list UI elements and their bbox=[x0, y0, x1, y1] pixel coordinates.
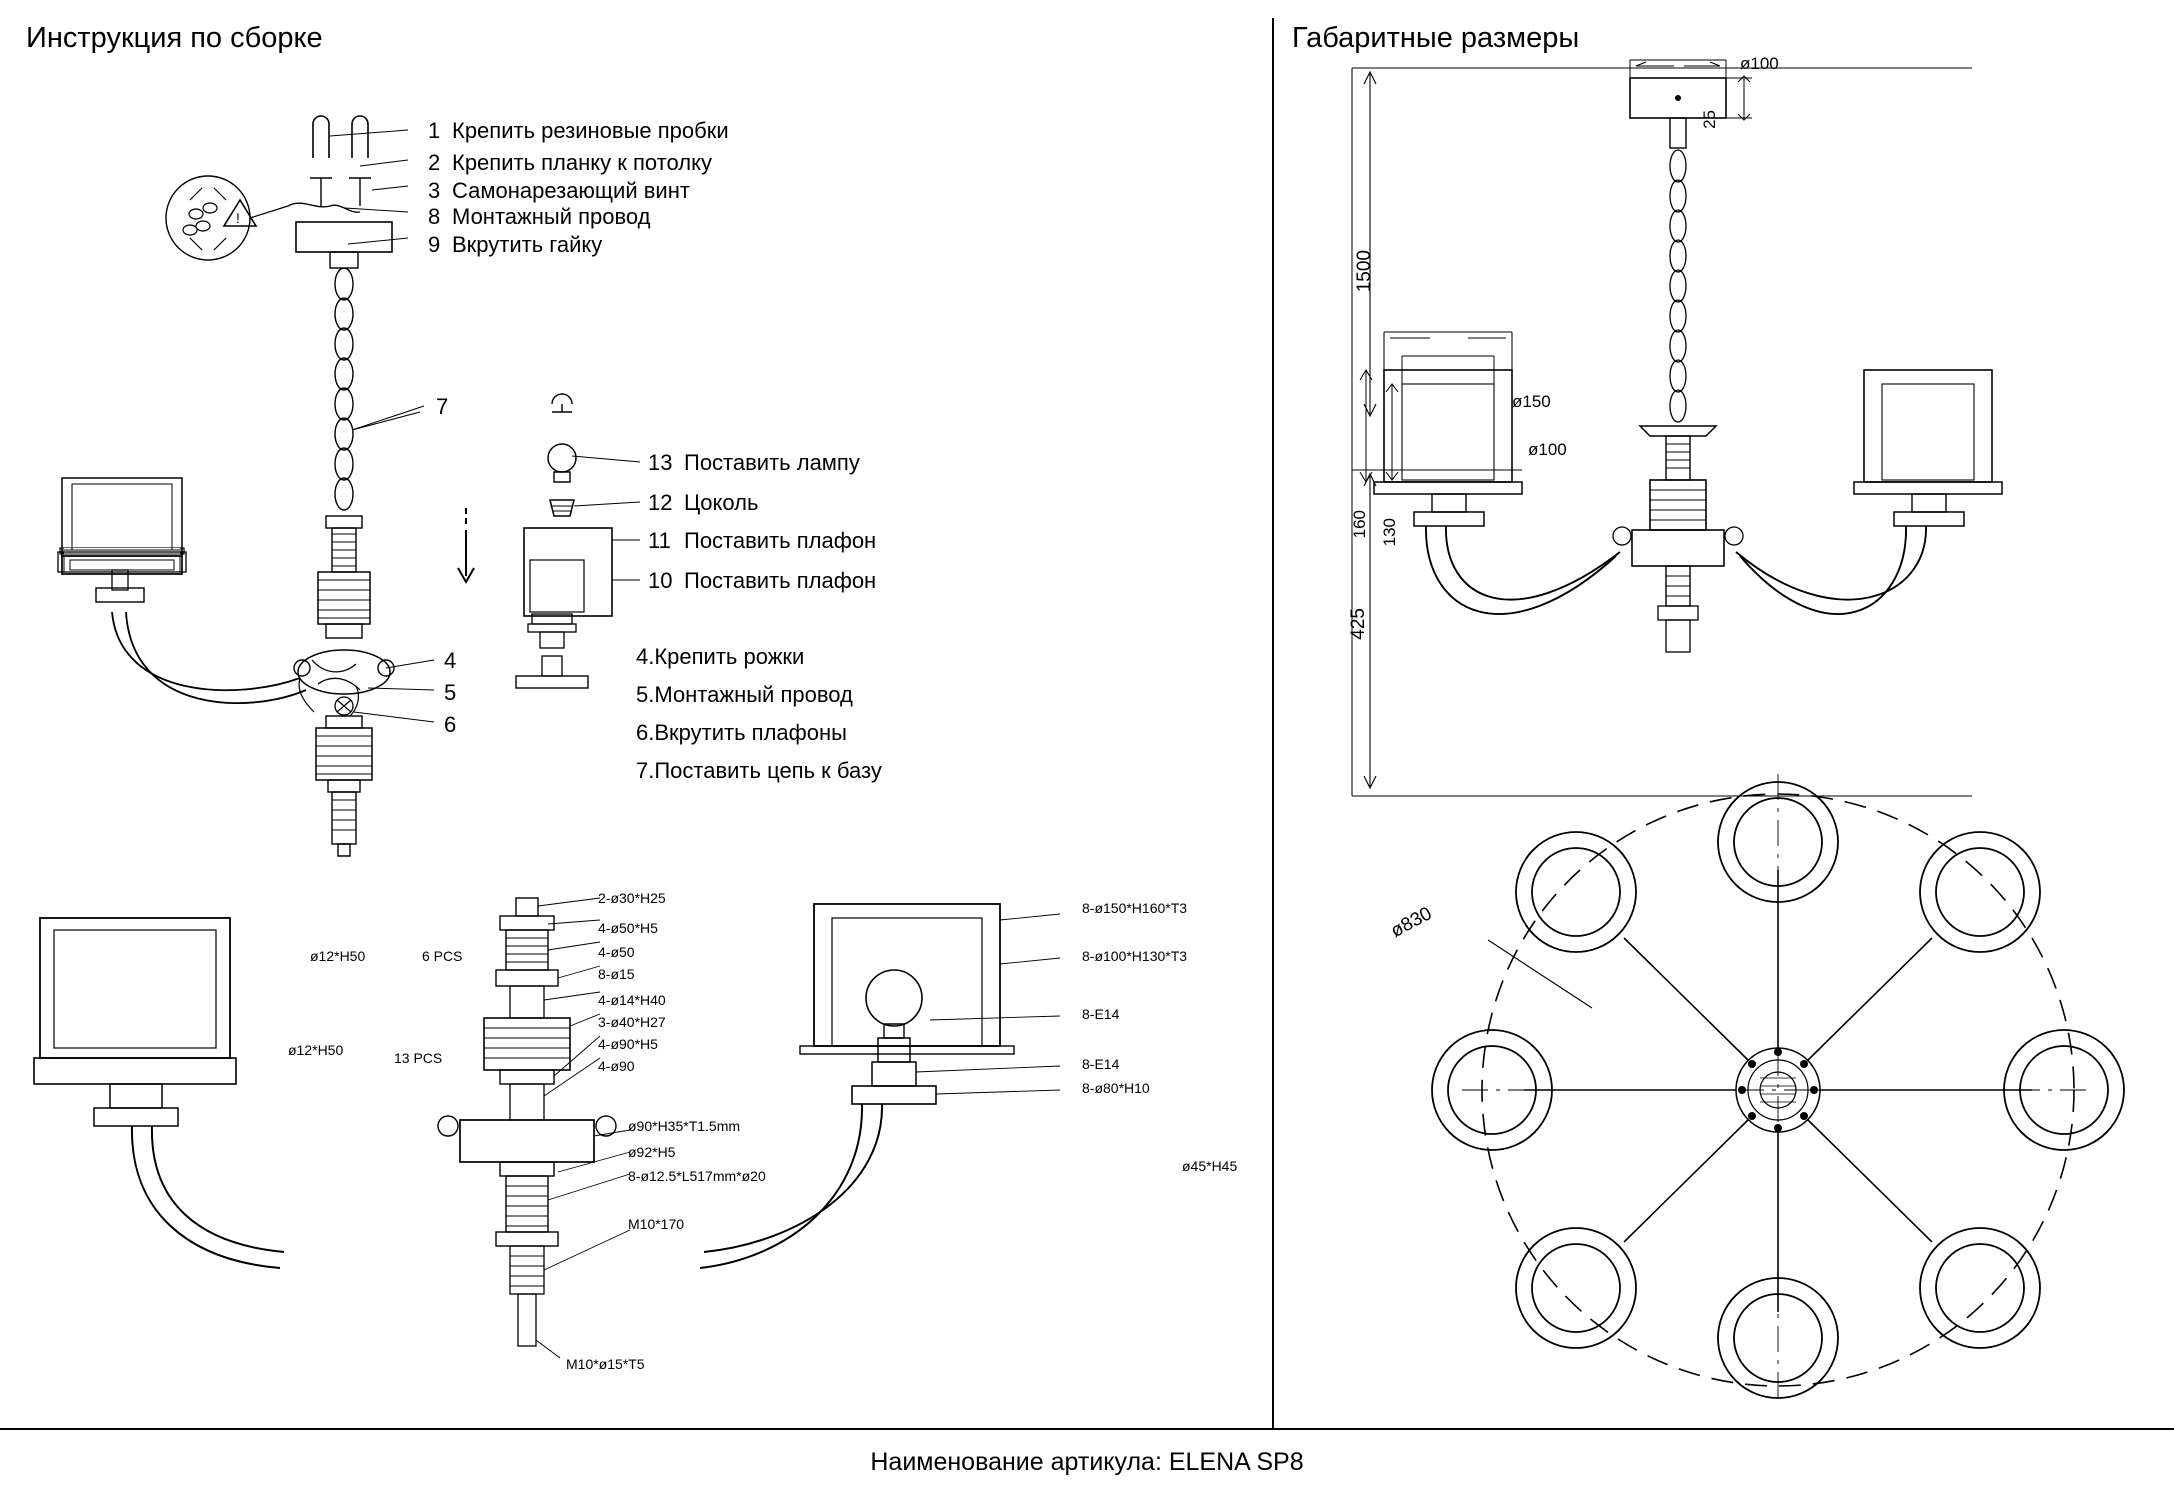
step-num: 9 bbox=[428, 232, 441, 257]
step-text: Вкрутить гайку bbox=[452, 232, 603, 257]
detail-label: M10*ø15*T5 bbox=[566, 1356, 645, 1372]
step-text: Монтажный провод bbox=[452, 204, 651, 229]
detail-label: 6 PCS bbox=[422, 948, 463, 964]
detail-label: ø90*H35*T1.5mm bbox=[628, 1118, 741, 1134]
detail-label: 8-ø12.5*L517mm*ø20 bbox=[628, 1168, 766, 1184]
step-num: 1 bbox=[428, 118, 441, 143]
detail-label: 4-ø14*H40 bbox=[598, 992, 666, 1008]
dim-chain-length: 1500 bbox=[1354, 250, 1375, 293]
detail-label: ø45*H45 bbox=[1182, 1158, 1238, 1174]
detail-label: 8-E14 bbox=[1082, 1006, 1120, 1022]
step-text: 6.Вкрутить плафоны bbox=[636, 720, 847, 745]
detail-label: ø12*H50 bbox=[288, 1042, 344, 1058]
step-num: 10 bbox=[648, 568, 673, 593]
step-text: Крепить резиновые пробки bbox=[452, 118, 729, 143]
callout-7: 7 bbox=[436, 394, 449, 419]
detail-label: 8-ø80*H10 bbox=[1082, 1080, 1150, 1096]
step-num: 11 bbox=[648, 528, 671, 553]
step-num: 12 bbox=[648, 490, 673, 515]
step-text: 4.Крепить рожки bbox=[636, 644, 805, 669]
left-panel-title: Инструкция по сборке bbox=[26, 22, 323, 54]
detail-label: 3-ø40*H27 bbox=[598, 1014, 666, 1030]
article-name-footer: Наименование артикула: ELENA SP8 bbox=[870, 1448, 1304, 1476]
detail-label: 4-ø90*H5 bbox=[598, 1036, 658, 1052]
step-num: 2 bbox=[428, 150, 441, 175]
step-num: 13 bbox=[648, 450, 673, 475]
detail-label: 2-ø30*H25 bbox=[598, 890, 666, 906]
step-num: 8 bbox=[428, 204, 441, 229]
step-text: 5.Монтажный провод bbox=[636, 682, 853, 707]
detail-label: 8-ø150*H160*T3 bbox=[1082, 900, 1188, 916]
detail-label: 4-ø90 bbox=[598, 1058, 635, 1074]
vertical-divider bbox=[1272, 18, 1274, 1428]
step-text: 7.Поставить цепь к базу bbox=[636, 758, 882, 783]
callout-5: 5 bbox=[444, 680, 457, 705]
detail-label: 8-ø15 bbox=[598, 966, 635, 982]
detail-label: 4-ø50 bbox=[598, 944, 635, 960]
dim-overall-height: 425 bbox=[1348, 608, 1369, 640]
callout-6: 6 bbox=[444, 712, 457, 737]
dim-top-height: 25 bbox=[1700, 110, 1719, 129]
step-num: 3 bbox=[428, 178, 441, 203]
detail-label: 8-E14 bbox=[1082, 1056, 1120, 1072]
plan-view bbox=[1292, 760, 2174, 1420]
detail-label: 13 PCS bbox=[394, 1050, 443, 1066]
detail-label: ø92*H5 bbox=[628, 1144, 676, 1160]
right-panel-title: Габаритные размеры bbox=[1292, 22, 1580, 54]
detail-label: ø12*H50 bbox=[310, 948, 366, 964]
detail-label: M10*170 bbox=[628, 1216, 685, 1232]
dim-top-diameter: ø100 bbox=[1740, 54, 1779, 73]
callout-4: 4 bbox=[444, 648, 457, 673]
dim-shade-inner-dia: ø100 bbox=[1528, 440, 1567, 459]
dim-shade-outer-dia: ø150 bbox=[1512, 392, 1551, 411]
svg-text:!: ! bbox=[236, 210, 240, 226]
step-text: Поставить плафон bbox=[684, 528, 877, 553]
detail-label: 4-ø50*H5 bbox=[598, 920, 658, 936]
dimension-elevation bbox=[1292, 40, 2174, 820]
step-text: Поставить лампу bbox=[684, 450, 860, 475]
dim-plan-diameter: ø830 bbox=[1387, 903, 1436, 942]
step-text: Цоколь bbox=[684, 490, 759, 515]
dim-shade-height-inner: 130 bbox=[1380, 518, 1399, 547]
step-text: Поставить плафон bbox=[684, 568, 877, 593]
step-text: Крепить планку к потолку bbox=[452, 150, 712, 175]
detail-label: 8-ø100*H130*T3 bbox=[1082, 948, 1188, 964]
step-text: Самонарезающий винт bbox=[452, 178, 690, 203]
dim-shade-height-outer: 160 bbox=[1350, 510, 1369, 539]
